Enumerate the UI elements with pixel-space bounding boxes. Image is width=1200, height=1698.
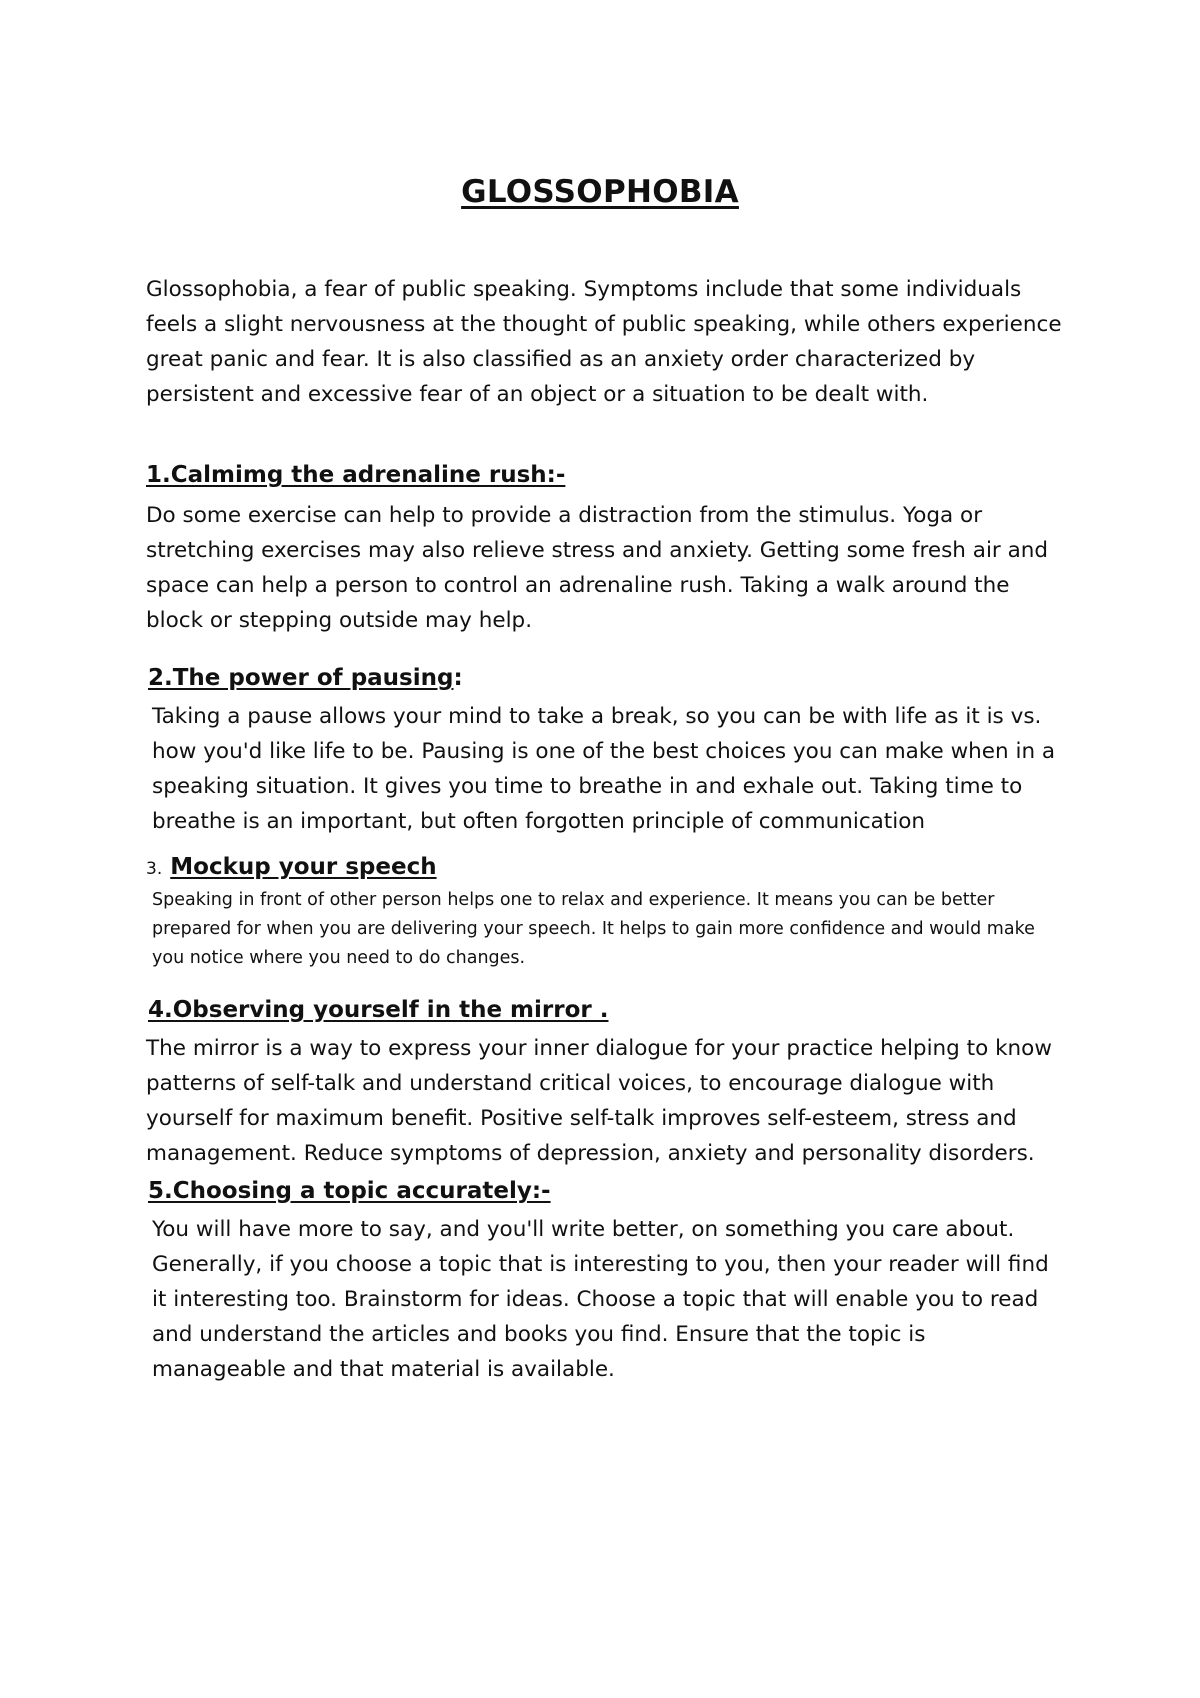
section-5-heading (146, 1176, 1066, 1206)
section-4-heading-text: 4.Observing yourself in the mirror . (148, 997, 609, 1023)
section-1-body: Do some exercise can help to provide a distraction from the stimulus. Yoga or stretching exercises may also relieve stress and anxiety. Getting some fresh air and space can help a person to control an adrenaline rush. Taking a walk around the block or stepping outside may help. (146, 503, 1049, 633)
section-3-heading-number: 3. (146, 859, 163, 879)
section-2 (146, 663, 1066, 839)
section-3-heading-text: Mockup your speech (170, 854, 437, 880)
section-1-heading-text: 1.Calmimg the adrenaline rush:- (146, 462, 566, 488)
document-title: GLOSSOPHOBIA (461, 174, 739, 210)
section-3-body: Speaking in front of other person helps one to relax and experience. It means you can be better prepared for when you are delivering your speech. It helps to gain more confidence and would make you notice where you need to do changes. (152, 890, 1035, 968)
section-2-heading-suffix: : (453, 665, 463, 691)
section-5 (146, 1176, 1066, 1387)
section-4-heading (146, 995, 1066, 1025)
section-2-heading (146, 663, 1066, 693)
intro-block (146, 272, 1066, 412)
section-4-body: The mirror is a way to express your inner dialogue for your practice helping to know patterns of self-talk and understand critical voices, to encourage dialogue with yourself for maximum benefit. Positive self-talk improves self-esteem, stress and management. Reduce symptoms of depression, anxiety and personality disorders. (146, 1036, 1052, 1166)
section-4 (146, 995, 1066, 1171)
section-1-heading (146, 460, 1066, 490)
section-2-heading-text: 2.The power of pausing (148, 665, 454, 691)
section-2-body: Taking a pause allows your mind to take a break, so you can be with life as it is vs. how you'd like life to be. Pausing is one of the best choices you can make when in a speaking situation. It gives you time to breathe in and exhale out. Taking time to breathe is an important, but often forgotten principle of communication (152, 704, 1056, 834)
section-1 (146, 460, 1066, 638)
intro-paragraph: Glossophobia, a fear of public speaking. Symptoms include that some individuals feels a slight nervousness at the thought of public speaking, while others experience great panic and fear. It is also classified as an anxiety order characterized by persistent and excessive fear of an object or a situation to be dealt with. (146, 277, 1062, 407)
section-3-heading (146, 852, 1066, 884)
section-5-heading-text: 5.Choosing a topic accurately:- (148, 1178, 551, 1204)
section-3 (146, 852, 1066, 973)
section-5-body: You will have more to say, and you'll write better, on something you care about. Generally, if you choose a topic that is interesting to you, then your reader will find it interesting too. Brainstorm for ideas. Choose a topic that will enable you to read and understand the articles and books you find. Ensure that the topic is manageable and that material is available. (152, 1217, 1049, 1382)
